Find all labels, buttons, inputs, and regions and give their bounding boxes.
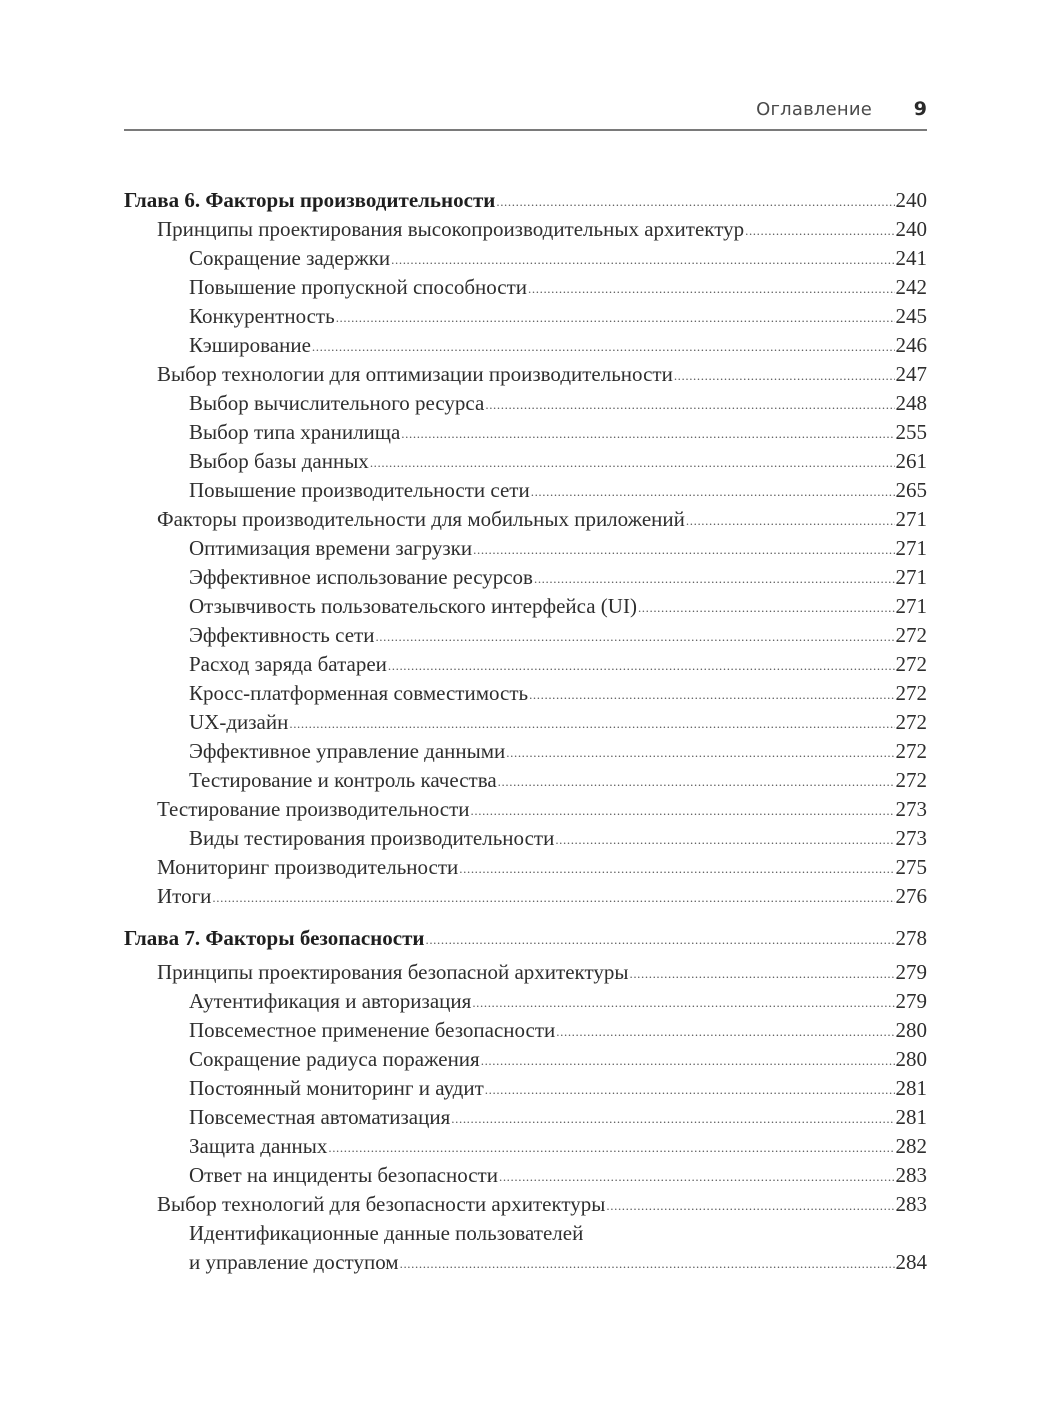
- dot-leader: [556, 1015, 894, 1046]
- toc-entry-title: Отзывчивость пользовательского интерфейса (UI): [189, 594, 637, 618]
- toc-entry[interactable]: [124, 1219, 927, 1277]
- toc-entry-page: 281: [895, 1076, 927, 1100]
- toc-entry-title: Аутентификация и авторизация: [189, 989, 472, 1013]
- dot-leader: [336, 301, 895, 332]
- toc-entry-page: 273: [895, 797, 927, 821]
- dot-leader: [686, 504, 895, 535]
- header-divider: [124, 129, 927, 131]
- toc-entry-page: 265: [895, 478, 927, 502]
- dot-leader: [400, 1247, 895, 1278]
- toc-entry[interactable]: [124, 476, 927, 505]
- toc-entry-page: 271: [895, 565, 927, 589]
- table-of-contents: [124, 186, 927, 1277]
- dot-leader: [391, 243, 894, 274]
- toc-entry-page: 279: [895, 989, 927, 1013]
- dot-leader: [531, 475, 895, 506]
- toc-chapter-6[interactable]: [124, 186, 927, 215]
- toc-entry-page: 282: [895, 1134, 927, 1158]
- dot-leader: [370, 446, 895, 477]
- toc-entry[interactable]: [124, 679, 927, 708]
- dot-leader: [289, 707, 894, 738]
- toc-entry-page: 276: [895, 884, 927, 908]
- toc-entry[interactable]: [124, 592, 927, 621]
- toc-entry-page: 278: [895, 926, 927, 950]
- dot-leader: [485, 1073, 895, 1104]
- toc-entry[interactable]: [124, 244, 927, 273]
- toc-entry[interactable]: [124, 1161, 927, 1190]
- dot-leader: [459, 852, 894, 883]
- toc-entry[interactable]: [124, 389, 927, 418]
- toc-entry[interactable]: [124, 650, 927, 679]
- toc-entry-title: Защита данных: [189, 1134, 328, 1158]
- dot-leader: [498, 765, 895, 796]
- toc-entry-title: Оптимизация времени загрузки: [189, 536, 473, 560]
- dot-leader: [328, 1131, 894, 1162]
- dot-leader: [451, 1102, 894, 1133]
- dot-leader: [534, 562, 895, 593]
- toc-entry-title: Сокращение задержки: [189, 246, 391, 270]
- toc-entry-title: Выбор технологии для оптимизации производительности: [157, 362, 673, 386]
- toc-entry-page: 247: [895, 362, 927, 386]
- toc-entry-title: Выбор типа хранилища: [189, 420, 401, 444]
- dot-leader: [528, 272, 894, 303]
- toc-entry-title: Эффективное использование ресурсов: [189, 565, 533, 589]
- toc-entry[interactable]: [124, 853, 927, 882]
- toc-entry-page: 284: [895, 1250, 927, 1274]
- toc-entry-page: 275: [895, 855, 927, 879]
- toc-entry-page: 261: [895, 449, 927, 473]
- toc-entry[interactable]: [124, 215, 927, 244]
- dot-leader: [638, 591, 895, 622]
- dot-leader: [481, 1044, 895, 1075]
- dot-leader: [555, 823, 894, 854]
- toc-entry-page: 281: [895, 1105, 927, 1129]
- dot-leader: [375, 620, 894, 651]
- dot-leader: [471, 794, 895, 825]
- toc-entry-title: Ответ на инциденты безопасности: [189, 1163, 498, 1187]
- toc-entry-title-line2: и управление доступом: [189, 1250, 399, 1274]
- running-header: [124, 99, 927, 125]
- toc-entry-title: Выбор базы данных: [189, 449, 369, 473]
- toc-entry-page: 245: [895, 304, 927, 328]
- toc-entry-title: Глава 6. Факторы производительности: [124, 188, 496, 212]
- dot-leader: [485, 388, 894, 419]
- toc-entry-title: Итоги: [157, 884, 212, 908]
- dot-leader: [496, 185, 894, 216]
- toc-entry[interactable]: [124, 1045, 927, 1074]
- toc-entry[interactable]: [124, 1016, 927, 1045]
- toc-entry-page: 255: [895, 420, 927, 444]
- toc-entry-title: Принципы проектирования высокопроизводительных архитектур: [157, 217, 745, 241]
- toc-entry-page: 272: [895, 623, 927, 647]
- toc-entry[interactable]: [124, 1103, 927, 1132]
- dot-leader: [212, 881, 894, 912]
- toc-entry-title: Конкурентность: [189, 304, 335, 328]
- dot-leader: [745, 214, 894, 245]
- toc-entry[interactable]: [124, 563, 927, 592]
- dot-leader: [473, 533, 894, 564]
- toc-entry-page: 241: [895, 246, 927, 270]
- toc-entry[interactable]: [124, 273, 927, 302]
- toc-entry-page: 272: [895, 681, 927, 705]
- toc-entry[interactable]: [124, 447, 927, 476]
- running-header-title: Оглавление: [756, 99, 872, 120]
- toc-entry-page: 271: [895, 507, 927, 531]
- toc-entry-page: 271: [895, 594, 927, 618]
- toc-entry-title: Тестирование производительности: [157, 797, 470, 821]
- toc-entry-title: Выбор технологий для безопасности архитектуры: [157, 1192, 606, 1216]
- toc-entry-title: Тестирование и контроль качества: [189, 768, 497, 792]
- dot-leader: [425, 923, 894, 954]
- toc-entry-page: 246: [895, 333, 927, 357]
- toc-entry[interactable]: [124, 1074, 927, 1103]
- toc-entry-page: 272: [895, 710, 927, 734]
- toc-entry[interactable]: [124, 766, 927, 795]
- toc-entry[interactable]: [124, 360, 927, 389]
- toc-entry-title: Повышение производительности сети: [189, 478, 530, 502]
- toc-entry-title: Мониторинг производительности: [157, 855, 459, 879]
- toc-entry[interactable]: [124, 737, 927, 766]
- toc-entry-page: 240: [895, 217, 927, 241]
- toc-entry-title: Повсеместное применение безопасности: [189, 1018, 556, 1042]
- toc-entry[interactable]: [124, 505, 927, 534]
- toc-entry-page: 283: [895, 1163, 927, 1187]
- toc-entry-title: Глава 7. Факторы безопасности: [124, 926, 425, 950]
- toc-entry[interactable]: [124, 418, 927, 447]
- toc-entry-page: 273: [895, 826, 927, 850]
- toc-entry-page: 280: [895, 1047, 927, 1071]
- dot-leader: [388, 649, 895, 680]
- toc-entry[interactable]: [124, 824, 927, 853]
- toc-chapter-7[interactable]: [124, 924, 927, 953]
- toc-entry[interactable]: [124, 331, 927, 360]
- toc-entry-page: 272: [895, 768, 927, 792]
- toc-entry[interactable]: [124, 621, 927, 650]
- toc-entry[interactable]: [124, 1190, 927, 1219]
- toc-entry[interactable]: [124, 302, 927, 331]
- dot-leader: [401, 417, 894, 448]
- toc-entry-title: UX-дизайн: [189, 710, 289, 734]
- dot-leader: [506, 736, 894, 767]
- toc-entry-page: 272: [895, 652, 927, 676]
- dot-leader: [312, 330, 895, 361]
- toc-entry[interactable]: [124, 1132, 927, 1161]
- toc-entry[interactable]: [124, 708, 927, 737]
- dot-leader: [674, 359, 895, 390]
- toc-entry-title: Выбор вычислительного ресурса: [189, 391, 485, 415]
- toc-entry-page: 283: [895, 1192, 927, 1216]
- toc-entry-page: 272: [895, 739, 927, 763]
- toc-entry[interactable]: [124, 882, 927, 911]
- toc-entry-title: Кэширование: [189, 333, 311, 357]
- page-number: 9: [913, 98, 927, 120]
- toc-entry-title: Повышение пропускной способности: [189, 275, 528, 299]
- toc-entry-title: Постоянный мониторинг и аудит: [189, 1076, 484, 1100]
- toc-entry-title: Виды тестирования производительности: [189, 826, 555, 850]
- dot-leader: [529, 678, 894, 709]
- dot-leader: [499, 1160, 895, 1191]
- dot-leader: [606, 1189, 894, 1220]
- toc-entry-title-line1: Идентификационные данные пользователей: [189, 1221, 584, 1245]
- toc-entry-title: Факторы производительности для мобильных приложений: [157, 507, 685, 531]
- toc-entry-page: 240: [895, 188, 927, 212]
- dot-leader: [472, 986, 894, 1017]
- toc-entry-page: 242: [895, 275, 927, 299]
- toc-entry-page: 279: [895, 960, 927, 984]
- toc-entry-title: Повсеместная автоматизация: [189, 1105, 451, 1129]
- toc-entry-title: Сокращение радиуса поражения: [189, 1047, 480, 1071]
- toc-entry-title: Эффективность сети: [189, 623, 375, 647]
- toc-entry-page: 248: [895, 391, 927, 415]
- toc-entry-title: Кросс-платформенная совместимость: [189, 681, 529, 705]
- toc-entry[interactable]: [124, 534, 927, 563]
- toc-entry[interactable]: [124, 958, 927, 987]
- toc-entry[interactable]: [124, 795, 927, 824]
- toc-entry-page: 271: [895, 536, 927, 560]
- toc-entry-page: 280: [895, 1018, 927, 1042]
- toc-entry[interactable]: [124, 987, 927, 1016]
- toc-entry-title: Эффективное управление данными: [189, 739, 506, 763]
- toc-entry-title: Расход заряда батареи: [189, 652, 387, 676]
- toc-entry-title: Принципы проектирования безопасной архитектуры: [157, 960, 629, 984]
- dot-leader: [629, 957, 894, 988]
